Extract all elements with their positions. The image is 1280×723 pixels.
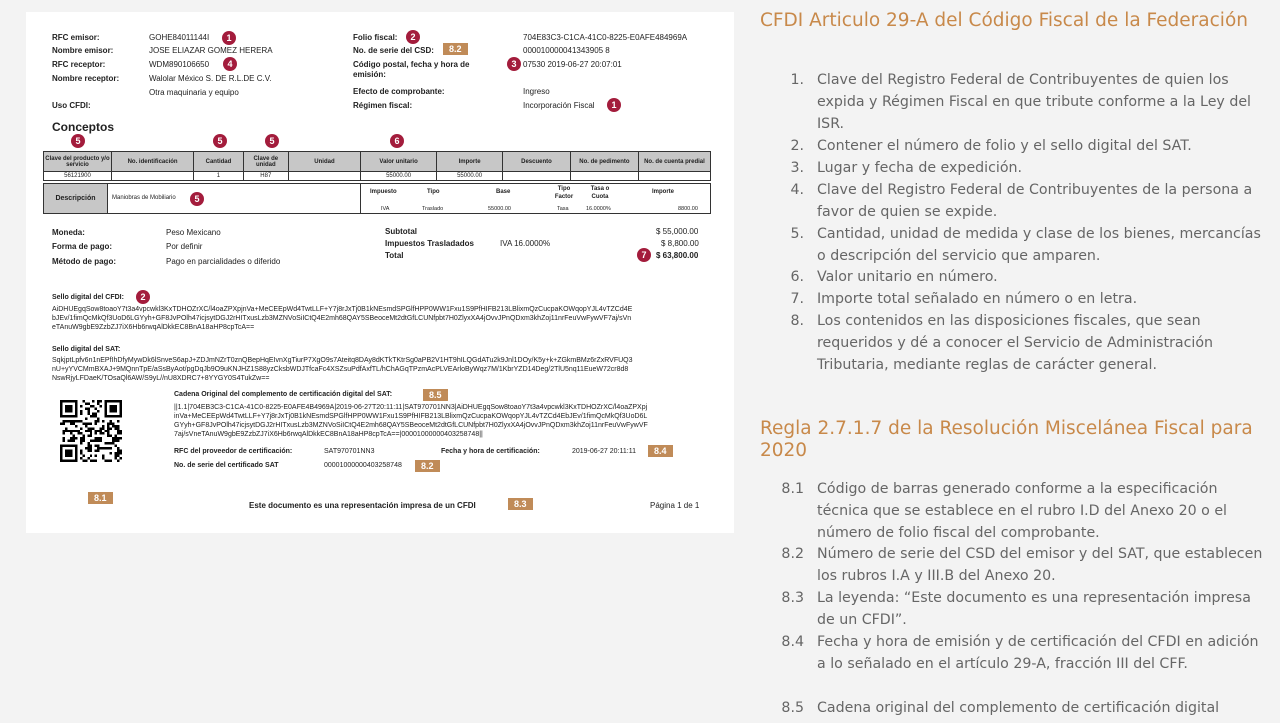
total-label: Total [385,251,404,260]
rfc-emisor-value: GOHE84011144I [149,33,210,42]
imp-h-factor: Tipo Factor [554,186,574,200]
col-clave: Clave del producto y/o servicio [44,152,112,172]
sello-cfdi-line: AiDHUEgqSow8toaoY7t3a4vpcwkl3KxTDHOZrXC/l4oaZPXpjnVa+MeCEEpWd4TwtLLF+Y7j8rJxTj0B1kNEsmdSPGlfHPP0WW1Fxu1S9PfHIFB213LBlixmQzCucpaKOWqopYJL4vTZCd4E [52,306,633,313]
sello-sat-line: SqkjptLpfv6n1nEPfIhDfyMywDk6lSnveS6apJ+ZDJmNZrT0znQBepHqEIvnXgTiurP7XgO9s7Ateitq8DAy8dKTkTKtrSg0aPB2V1HT9hILQGdATu2k9Jnl1DOy/K5y+k+ZGkmBMz6rZxRVFUQ3 [52,357,633,364]
sello-cfdi-label: Sello digital del CFDI: [52,294,124,301]
cadena-line: 7aj/sVneTAnuW9gbE9ZzbZJ7iX6Hb6rwqAlDkkEC8BnA18aHP8cpTcA==|00001000000403258748|| [174,431,483,438]
sello-cfdi-line: eTAnuW9gbE9ZzbZJ7iX6Hb6rwqAlDkkEC8BnA18aHP8cpTcA== [52,324,255,331]
nombre-emisor-label: Nombre emisor: [52,46,114,55]
list-text: Lugar y fecha de expedición. [817,160,1023,176]
col-clave-unidad: Clave de unidad [243,152,288,172]
cadena-text [174,403,714,439]
col-pedimento: No. de pedimento [570,152,638,172]
list-text: Los contenidos en las disposiciones fiscales, que sean requeridos y dé a conocer el Servicio de Administración Tributaria, mediante reglas de carácter general. [817,313,1214,373]
cell-clave-unidad: H87 [243,172,288,181]
subtotal-label: Subtotal [385,227,417,236]
impuestos-value: $ 8,800.00 [661,239,699,248]
cp-value: 07530 2019-06-27 20:07:01 [523,60,622,69]
list-text: La leyenda: “Este documento es una representación impresa de un CFDI”. [817,590,1251,628]
efecto-label: Efecto de comprobante: [353,87,445,96]
cell-unidad [288,172,360,181]
tag-8-2b: 8.2 [415,460,440,472]
marker-5c: 5 [265,134,279,148]
table-row [44,172,711,181]
qr-code [60,400,122,462]
rfc-receptor-label: RFC receptor: [52,60,106,69]
list-number: 8.3 [781,590,804,606]
cell-descuento [503,172,571,181]
list-text: Cantidad, unidad de medida y clase de los bienes, mercancías o descripción del servicio que amparen. [817,226,1261,264]
cadena-label: Cadena Original del complemento de certificación digital del SAT: [174,391,393,398]
cell-cuenta-predial [638,172,710,181]
list-number: 8.1 [781,481,804,497]
marker-1: 1 [222,31,236,45]
heading-articulo-29a: CFDI Articulo 29-A del Código Fiscal de la Federación [760,10,1248,31]
cell-clave: 56121900 [44,172,112,181]
moneda-label: Moneda: [52,228,85,237]
marker-5d: 5 [190,192,204,206]
marker-2b: 2 [136,290,150,304]
marker-7: 7 [637,248,651,262]
list-number: 1. [790,72,804,88]
sello-sat-label: Sello digital del SAT: [52,346,121,353]
col-cantidad: Cantidad [194,152,243,172]
list-number: 8.4 [781,634,804,650]
marker-1b: 1 [607,98,621,112]
list-number: 7. [790,291,804,307]
cell-pedimento [570,172,638,181]
list-number: 8.2 [781,546,804,562]
list-text: Clave del Registro Federal de Contribuyentes de la persona a favor de quien se expide. [817,182,1253,220]
metodo-value: Pago en parcialidades o diferido [166,257,281,266]
list-number: 4. [790,182,804,198]
folio-label: Folio fiscal: [353,33,398,42]
impuestos-box [361,183,711,214]
col-cuenta-predial: No. de cuenta predial [638,152,710,172]
list-number: 8.5 [781,700,804,716]
list-number: 3. [790,160,804,176]
tag-8-5: 8.5 [423,389,448,401]
fecha-cert-label: Fecha y hora de certificación: [441,448,540,455]
serie-sat-label: No. de serie del certificado SAT [174,462,279,469]
imp-h-impuesto: Impuesto [370,189,397,195]
imp-base: 55000.00 [488,206,511,212]
cadena-line: inVa+MeCEEpWd4TwtLLF+Y7j8rJxTj0B1kNEsmdSPGlfHPP0WW1Fxu1S9PfHIFB213LBlixmQzCucpaKOWqopYJL4vTZCd4EbJEv/1fimQcMkQf3UoD6L [174,413,648,420]
sello-sat-line: nU+yYVCMmBXAJ+9MQnnTpE/aSsByAot/pgDqJb9O9uKNJHZ1S88yzCksbWDJTfcaFc4XSZsuPdfAxfTL/hChAGqTPzmAcPLVEArloByWqz7M/1KbrYZD14Deg/2TlU5nq11EueW72cr8d8 [52,366,629,373]
cell-valor-unitario: 55000.00 [361,172,437,181]
total-value: $ 63,800.00 [656,251,699,260]
uso-cfdi-label: Uso CFDI: [52,101,91,110]
col-descuento: Descuento [503,152,571,172]
marker-2: 2 [406,30,420,44]
cp-label-2: emisión: [353,70,386,79]
sello-cfdi-text [52,305,712,332]
nombre-receptor-sub: Otra maquinaria y equipo [149,88,239,97]
imp-tasa: 16.0000% [586,206,611,212]
conceptos-title: Conceptos [52,120,115,134]
imp-importe: 8800.00 [678,206,698,212]
descripcion-value: Maniobras de Mobiliario [112,195,176,201]
regimen-value: Incorporación Fiscal [523,101,595,110]
serie-sat-value: 00001000000403258748 [324,462,402,469]
impuestos-label: Impuestos Trasladados [385,239,474,248]
sello-sat-line: NswRjyLFDaeK/TOsaQl6AW/S9yL//nU8XDRC7+8YYGY0S4TukZw== [52,375,270,382]
col-valor-unitario: Valor unitario [361,152,437,172]
forma-label: Forma de pago: [52,242,113,251]
tag-8-2: 8.2 [443,43,468,55]
sello-sat-text [52,356,712,383]
list-text: Clave del Registro Federal de Contribuyentes de quien los expida y Régimen Fiscal en que tribute conforme a la Ley del ISR. [817,72,1251,132]
descripcion-label: Descripción [44,184,108,213]
marker-3: 3 [507,57,521,71]
tag-8-4: 8.4 [648,445,673,457]
list-text: Importe total señalado en número o en letra. [817,291,1138,307]
list-text: Número de serie del CSD del emisor y del SAT, que establecen los rubros I.A y III.B del Anexo 20. [817,546,1263,584]
imp-h-tipo: Tipo [427,189,440,195]
col-no-ident: No. identificación [111,152,193,172]
cell-cantidad: 1 [194,172,243,181]
serie-csd-value: 000010000041343905 8 [523,46,610,55]
imp-factor: Tasa [557,206,569,212]
list-number: 2. [790,138,804,154]
marker-4: 4 [223,57,237,71]
folio-value: 704E83C3-C1CA-41C0-8225-E0AFE484969A [523,33,688,42]
col-importe: Importe [437,152,503,172]
cfdi-invoice-image [26,12,734,533]
nombre-emisor-value: JOSE ELIAZAR GOMEZ HERERA [149,46,273,55]
pagina: Página 1 de 1 [650,501,700,510]
cell-importe: 55000.00 [437,172,503,181]
cell-no-ident [111,172,193,181]
cadena-line: GYyh+GF8JvPOlh47icjsytDGJ2rHITxusLzb3MZNVoSiICtQ4E2mh68QAY5SBeoceMt2dtGfLCUNfpbt7H0ZlyxXA4jOvvJPnQDxm3khZoj11nrFeuVwFywVF [174,422,648,429]
imp-impuesto: IVA [381,206,390,212]
cp-label: Código postal, fecha y hora de [353,60,470,69]
imp-h-tasa: Tasa o Cuota [590,186,610,200]
serie-csd-label: No. de serie del CSD: [353,46,434,55]
rfc-receptor-value: WDM890106650 [149,60,210,69]
list-text: Fecha y hora de emisión y de certificación del CFDI en adición a lo señalado en el artículo 29-A, fracción III del CFF. [817,634,1259,672]
list-text: Código de barras generado conforme a la especificación técnica que se establece en el rubro I.D del Anexo 20 o el número de folio fiscal del comprobante. [817,481,1228,541]
metodo-label: Método de pago: [52,257,116,266]
nombre-receptor-value: Walolar México S. DE R.L.DE C.V. [149,74,272,83]
impuestos-iva: IVA 16.0000% [500,239,551,248]
rfc-prov-value: SAT970701NN3 [324,448,375,455]
tag-8-3: 8.3 [508,498,533,510]
imp-h-base: Base [496,189,511,195]
moneda-value: Peso Mexicano [166,228,221,237]
imp-h-importe: Importe [652,189,675,195]
fecha-cert-value: 2019-06-27 20:11:11 [572,448,636,455]
sello-cfdi-line: bJEv/1fimQcMkQf3UoD6LGYyh+GF8JvPOlh47icjsytDGJ2rHITxusLzb3MZNVoSiICtQ4E2mh68QAY5SBeoceMt2dtGfLCUNfpbt7H0ZlyxXA4jOvvJPnQDxm3khZoj11nrFeuVwFywVF7aj/sVn [52,315,632,322]
list-text: Contener el número de folio y el sello digital del SAT. [817,138,1192,154]
subtotal-value: $ 55,000.00 [656,227,699,236]
cadena-line: ||1.1|704EB3C3-C1CA-41C0-8225-E0AFE4B4969A|2019-06-27T20:11:11|SAT970701NN3|AiDHUEgqSow8toaoY7t3a4vpcwkl3KxTDHOZrXC/l4oaZPXpj [174,404,648,411]
marker-5b: 5 [213,134,227,148]
efecto-value: Ingreso [523,87,550,96]
imp-tipo: Traslado [422,206,444,212]
list-number: 6. [790,269,804,285]
marker-5a: 5 [71,134,85,148]
leyenda: Este documento es una representación impresa de un CFDI [249,501,476,510]
heading-regla-2-7-1-7: Regla 2.7.1.7 de la Resolución Miscelánea Fiscal para 2020 [760,418,1253,461]
rfc-emisor-label: RFC emisor: [52,33,100,42]
conceptos-table [43,151,711,181]
list-number: 8. [790,313,804,329]
list-text: Valor unitario en número. [817,269,998,285]
list-text: Cadena original del complemento de certificación digital [817,700,1220,716]
tag-8-1: 8.1 [88,492,113,504]
rfc-prov-label: RFC del proveedor de certificación: [174,448,293,455]
marker-6: 6 [390,134,404,148]
col-unidad: Unidad [288,152,360,172]
list-number: 5. [790,226,804,242]
nombre-receptor-label: Nombre receptor: [52,74,120,83]
forma-value: Por definir [166,242,203,251]
regimen-label: Régimen fiscal: [353,101,413,110]
